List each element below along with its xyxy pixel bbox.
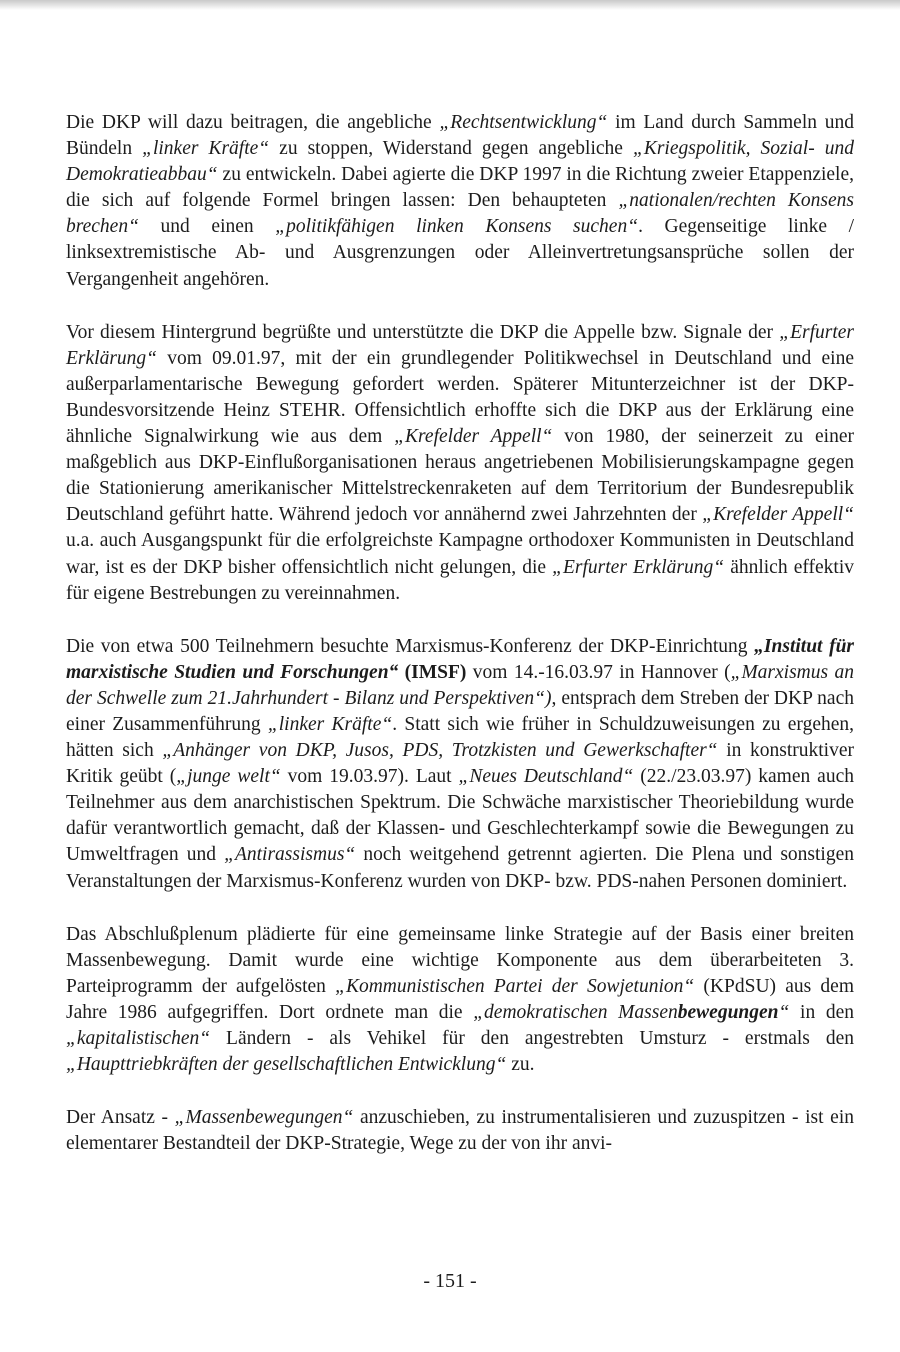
text-run: von 1980, der seinerzeit zu einer maßgeblich aus DKP-Einflußorganisationen heraus angetriebenen Mobilisierungskampagne gegen die Stationierung amerikanischer Mittelstreckenraketen auf dem Territorium der Bundesrepublik Deutschland geführt hatte. Während jedoch vor annähernd zwei Jahrzehnten der	[66, 426, 854, 526]
emphasis-italic: „Krefelder Appell“	[702, 504, 855, 526]
emphasis-italic: „Rechtsentwicklung“	[439, 112, 608, 133]
scan-top-edge	[0, 0, 900, 10]
emphasis-italic: „Krefelder Appell“	[394, 426, 553, 448]
paragraph-3	[66, 634, 854, 895]
emphasis-italic: „Neues Deutschland“	[458, 766, 634, 788]
emphasis-bold-italic: „Institut für marxistische Studien und Forschungen“	[66, 635, 855, 683]
text-run: u.a. auch Ausgangspunkt für die erfolgreichste Kampagne orthodoxer Kommunisten in Deutschland war, ist es der DKP bisher offensichtlich nicht gelungen, die	[66, 530, 854, 578]
emphasis-italic: „demokratischen Massen	[473, 1001, 678, 1023]
text-run: im Land durch Sammeln und Bündeln	[66, 112, 854, 160]
emphasis-italic: „Antirassismus“	[224, 844, 356, 866]
emphasis-italic: „Erfurter Erklärung“	[66, 321, 854, 369]
text-run: Das Abschlußplenum plädierte für eine gemeinsame linke Strategie auf der Basis einer breiten Massenbewegung. Damit wurde eine wichtige Komponente aus dem überarbeiteten 3. Parteiprogramm der aufgelösten	[66, 923, 854, 997]
text-run: noch weitgehend getrennt agierten. Die Plena und sonstigen Veranstaltungen der Marxismus-Konferenz wurden von DKP- bzw. PDS-nahen Personen dominiert.	[66, 844, 854, 892]
text-run: zu.	[506, 1054, 535, 1076]
emphasis-italic: „nationalen/rechten Konsens brechen“	[66, 190, 854, 238]
text-run: in konstruktiver Kritik geübt (	[66, 740, 855, 788]
emphasis-italic: „Massenbewegungen“	[174, 1107, 354, 1129]
emphasis-bold: (IMSF)	[398, 661, 467, 683]
paragraph-4	[66, 922, 854, 1079]
emphasis-italic: „linker Kräfte“	[142, 138, 270, 160]
text-run: vom 14.-16.03.97 in Hannover (	[466, 661, 731, 683]
text-run: Die von etwa 500 Teilnehmern besuchte Marxismus-Konferenz der DKP-Einrichtung	[66, 635, 755, 657]
emphasis-italic: „Haupttriebkräften der gesellschaftlichen Entwicklung“	[66, 1054, 507, 1076]
text-run: zu stoppen, Widerstand gegen angebliche	[269, 138, 633, 160]
emphasis-italic: „kapitalistischen“	[66, 1028, 211, 1049]
emphasis-italic: „politikfähigen linken Konsens suchen“	[275, 216, 639, 238]
text-run: . Statt sich wie früher in Schuldzuweisungen zu ergehen, hätten sich	[66, 713, 855, 762]
text-run: ähnlich effektiv für eigene Bestrebungen zu vereinnahmen.	[66, 556, 854, 604]
page-number: - 151 -	[423, 1270, 477, 1292]
emphasis-bold-italic: bewegungen	[677, 1001, 779, 1023]
emphasis-italic: “	[778, 1001, 790, 1023]
text-run: Ländern - als Vehikel für den angestrebten Umsturz - erstmals den	[210, 1028, 854, 1049]
text-run: Der Ansatz -	[66, 1107, 175, 1129]
page-text	[66, 110, 854, 1184]
text-run: , entsprach dem Streben der DKP nach einer Zusammenführung	[66, 687, 854, 735]
emphasis-italic: „Anhänger von DKP, Jusos, PDS, Trotzkisten und Gewerkschafter“	[162, 740, 718, 762]
text-run: anzuschieben, zu instrumentalisieren und zuzuspitzen - ist ein elementarer Bestandteil der DKP-Strategie, Wege zu der von ihr anvi-	[66, 1107, 854, 1155]
emphasis-italic: „linker Kräfte“	[267, 713, 393, 735]
text-run: in den	[789, 1001, 855, 1023]
emphasis-italic: „Marxismus an der Schwelle zum 21.Jahrhundert - Bilanz und Perspektiven“)	[66, 661, 854, 709]
emphasis-bold	[678, 1002, 779, 1023]
text-run: vom 09.01.97, mit der ein grundlegender Politikwechsel in Deutschland und eine außerparlamentarische Bewegung gefordert werden. Späterer Mitunterzeichner ist der DKP-Bundesvorsitzende Heinz STEHR. Offensichtlich erhoffte sich die DKP aus der Erklärung eine ähnliche Signalwirkung wie aus dem	[66, 347, 854, 448]
text-run: vom 19.03.97). Laut	[280, 766, 459, 788]
emphasis-italic: „Erfurter Erklärung“	[552, 556, 725, 578]
paragraph-1	[66, 110, 854, 293]
emphasis-italic: „junge welt“	[176, 766, 281, 788]
text-run: . Gegenseitige linke / linksextremistische Ab- und Ausgrenzungen oder Alleinvertretungsansprüche sollen der Vergangenheit angehören.	[66, 216, 855, 290]
paragraph-2	[66, 320, 854, 607]
emphasis-italic: „Kriegspolitik, Sozial- und Demokratieabbau“	[66, 138, 854, 186]
text-run: (22./23.03.97) kamen auch Teilnehmer aus dem anarchistischen Spektrum. Die Schwäche marxistischer Theoriebildung wurde dafür verantwortlich gemacht, daß der Klassen- und Geschlechterkampf sowie die Bewegungen zu Umweltfragen und	[66, 766, 854, 866]
text-run: und einen	[138, 216, 276, 238]
text-run: (KPdSU) aus dem Jahre 1986 aufgegriffen. Dort ordnete man die	[66, 975, 854, 1023]
text-run: zu entwickeln. Dabei agierte die DKP 1997 in die Richtung zweier Etappenziele, die sich auf folgende Formel bringen lassen: Den behaupteten	[66, 164, 854, 212]
text-run: Vor diesem Hintergrund begrüßte und unterstützte die DKP die Appelle bzw. Signale der	[66, 321, 780, 343]
paragraph-5	[66, 1105, 854, 1157]
text-run: Die DKP will dazu beitragen, die angebliche	[66, 112, 440, 133]
emphasis-italic: „Kommunistischen Partei der Sowjetunion“	[335, 975, 695, 997]
